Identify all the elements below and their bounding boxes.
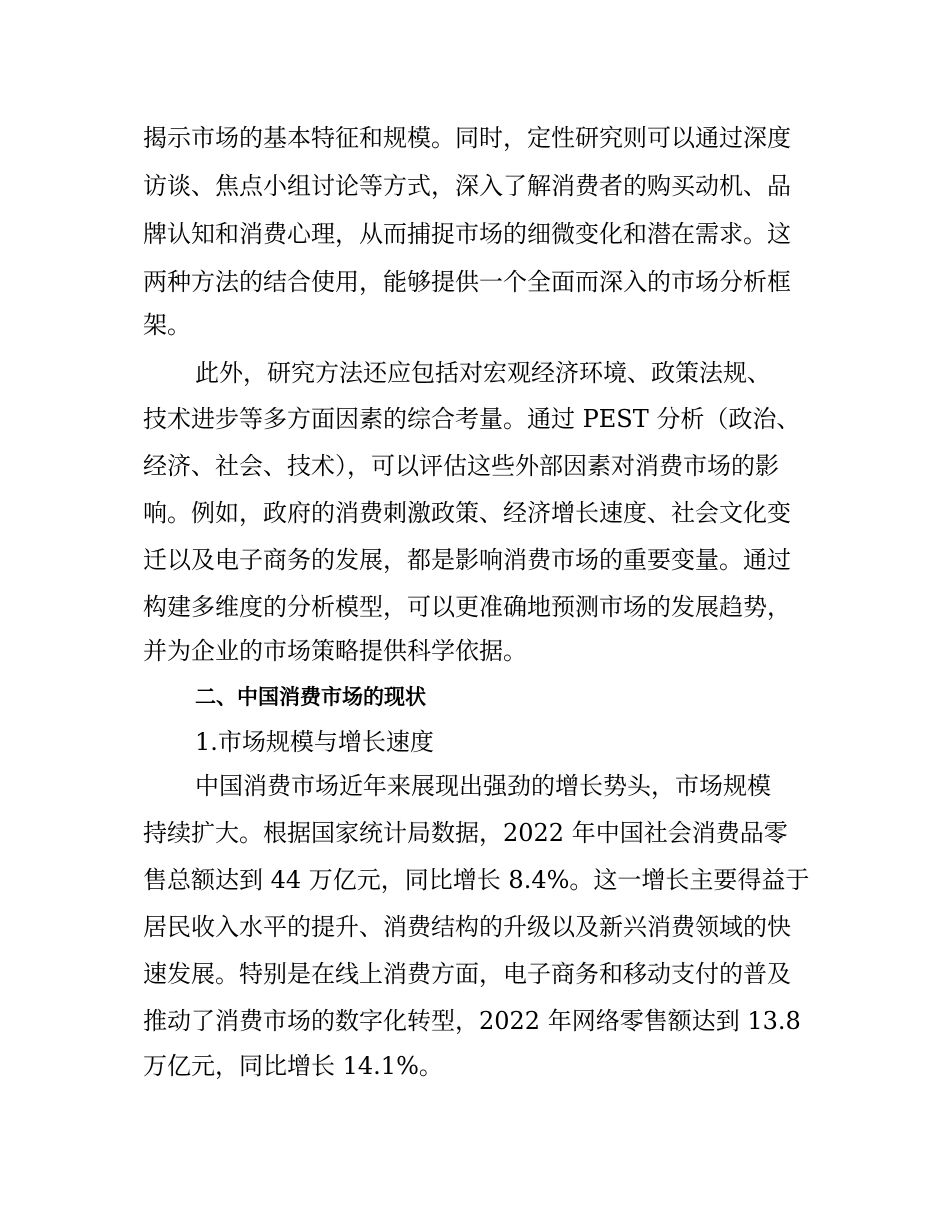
paragraph-1-line-5: 架。	[143, 311, 191, 339]
paragraph-1-line-3: 牌认知和消费心理，从而捕捉市场的细微变化和潜在需求。这	[143, 220, 791, 248]
section-heading: 二、中国消费市场的现状	[195, 685, 426, 709]
paragraph-2-line-6: 构建多维度的分析模型，可以更准确地预测市场的发展趋势，	[143, 593, 791, 621]
paragraph-3-line-5: 速发展。特别是在线上消费方面，电子商务和移动支付的普及	[143, 960, 791, 988]
paragraph-2-line-1: 此外，研究方法还应包括对宏观经济环境、政策法规、	[195, 359, 771, 387]
paragraph-1-line-2: 访谈、焦点小组讨论等方式，深入了解消费者的购买动机、品	[143, 172, 791, 200]
paragraph-2-line-5: 迁以及电子商务的发展，都是影响消费市场的重要变量。通过	[143, 546, 791, 574]
paragraph-2-line-2: 技术进步等多方面因素的综合考量。通过 PEST 分析（政治、	[143, 405, 801, 433]
paragraph-3-line-1: 中国消费市场近年来展现出强劲的增长势头，市场规模	[195, 772, 771, 800]
paragraph-2-line-4: 响。例如，政府的消费刺激政策、经济增长速度、社会文化变	[143, 499, 791, 527]
paragraph-3-line-2: 持续扩大。根据国家统计局数据，2022 年中国社会消费品零	[143, 819, 788, 847]
paragraph-3-line-6: 推动了消费市场的数字化转型，2022 年网络零售额达到 13.8	[143, 1007, 801, 1035]
paragraph-3-line-7: 万亿元，同比增长 14.1%。	[143, 1052, 443, 1080]
paragraph-1-line-1: 揭示市场的基本特征和规模。同时，定性研究则可以通过深度	[143, 124, 791, 152]
paragraph-2-line-3: 经济、社会、技术），可以评估这些外部因素对消费市场的影	[143, 452, 779, 480]
paragraph-3-line-4: 居民收入水平的提升、消费结构的升级以及新兴消费领域的快	[143, 913, 791, 941]
subsection-heading: 1.市场规模与增长速度	[195, 728, 434, 756]
paragraph-3-line-3: 售总额达到 44 万亿元，同比增长 8.4%。这一增长主要得益于	[143, 866, 810, 894]
paragraph-2-line-7: 并为企业的市场策略提供科学依据。	[143, 637, 527, 665]
paragraph-1-line-4: 两种方法的结合使用，能够提供一个全面而深入的市场分析框	[143, 268, 791, 296]
